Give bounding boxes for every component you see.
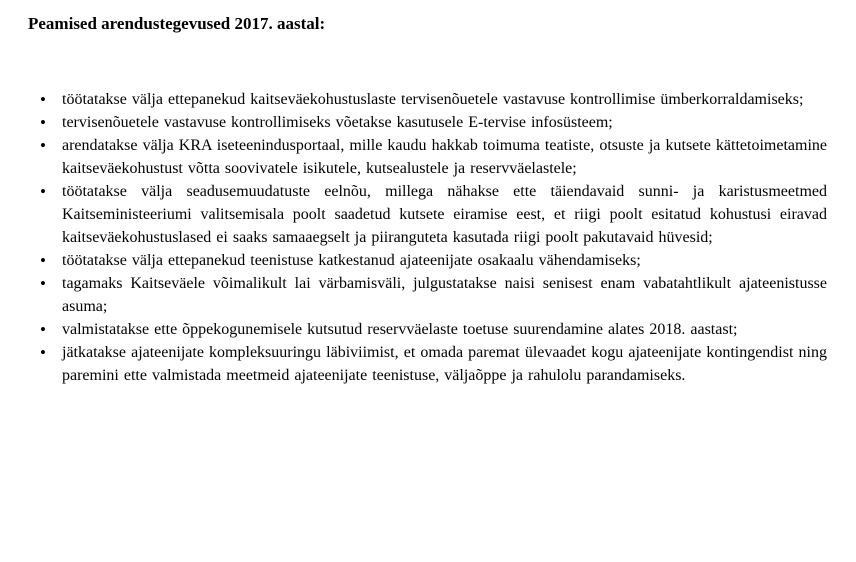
bullet-icon: •	[40, 251, 46, 270]
list-item	[40, 134, 827, 180]
list-item-text: töötatakse välja ettepanekud teenistuse katkestanud ajateenijate osakaalu vähendamiseks;	[62, 252, 641, 269]
list-item-text: tagamaks Kaitseväele võimalikult lai värbamisväli, julgustatakse naisi senisest enam vabatahtlikult ajateenistusse asuma;	[62, 275, 827, 315]
list-item	[40, 249, 827, 272]
list-item	[40, 180, 827, 249]
bullet-icon: •	[40, 136, 46, 155]
list-item	[40, 272, 827, 318]
bullet-icon: •	[40, 90, 46, 109]
bullet-icon: •	[40, 113, 46, 132]
list-item	[40, 341, 827, 387]
list-item-text: jätkatakse ajateenijate kompleksuuringu läbiviimist, et omada paremat ülevaadet kogu ajateenijate kontingendist ning paremini ette valmistada meetmeid ajateenijate teenistuse, väljaõppe ja rahulolu parandamiseks.	[62, 344, 827, 384]
list-item	[40, 318, 827, 341]
list-item	[40, 88, 827, 111]
bullet-list	[40, 88, 827, 387]
bullet-icon: •	[40, 343, 46, 362]
list-item-text: arendatakse välja KRA iseteenindusportaal, mille kaudu hakkab toimuma teatiste, otsuste ja kutsete kättetoimetamine kaitseväekohustust võtta soovivatele isikutele, kutsealustele ja reservväelastele;	[62, 137, 827, 177]
bullet-icon: •	[40, 182, 46, 201]
bullet-icon: •	[40, 274, 46, 293]
page-title: Peamised arendustegevused 2017. aastal:	[28, 14, 326, 33]
list-item-text: valmistatakse ette õppekogunemisele kutsutud reservväelaste toetuse suurendamine alates 2018. aastast;	[62, 321, 738, 338]
bullet-icon: •	[40, 320, 46, 339]
list-item-text: töötatakse välja ettepanekud kaitseväekohustuslaste tervisenõuetele vastavuse kontrollimise ümberkorraldamiseks;	[62, 91, 804, 108]
list-item	[40, 111, 827, 134]
list-item-text: töötatakse välja seadusemuudatuste eelnõu, millega nähakse ette täiendavaid sunni- ja karistusmeetmed Kaitseministeeriumi valitsemisala poolt saadetud kutsete eiramise eest, et riigi poolt esitatud kohustusi eiravad kaitseväekohustuslased ei saaks samaaegselt ja piiranguteta kasutada riigi poolt pakutavaid hüvesid;	[62, 183, 827, 246]
list-item-text: tervisenõuetele vastavuse kontrollimiseks võetakse kasutusele E-tervise infosüsteem;	[62, 114, 613, 131]
